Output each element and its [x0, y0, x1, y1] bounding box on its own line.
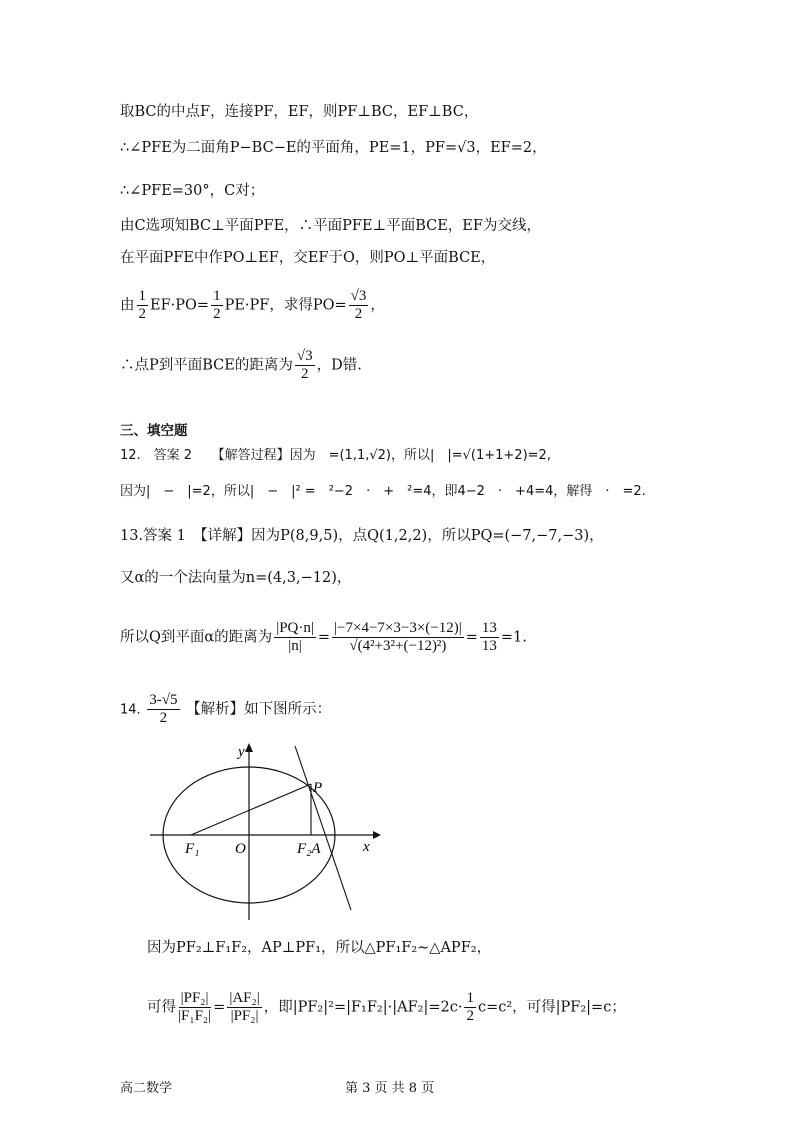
label-f1: F₁ — [185, 841, 200, 857]
text-line-6: 由 $\frac{1}{2}$ EF·PO= $\frac{1}{2}$ PE·PF，求得PO= $\frac{√3}{2}$ ， — [120, 288, 385, 322]
text-line-3: ∴∠PFE=30°，C对； — [120, 183, 265, 199]
x-axis-arrow — [373, 831, 381, 839]
label-p: P — [313, 780, 323, 796]
text-line-2: ∴∠PFE为二面角P−BC−E的平面角，PE=1，PF=√3，EF=2， — [120, 140, 547, 156]
label-y: y — [238, 744, 245, 760]
ellipse-figure — [145, 738, 405, 928]
answer-13: 13.答案 1 【详解】因为P(8,9,5)，点Q(1,2,2)，所以PQ=(−7,−7,−3)， — [120, 528, 604, 544]
segment-f1-p — [191, 784, 311, 835]
section-heading: 三、填空题 — [120, 423, 188, 439]
answer-14: 14. $\frac{3-√5}{2}$ 【解析】如下图所示： — [120, 692, 332, 726]
text-line-5: 在平面PFE中作PO⊥EF，交EF于O，则PO⊥平面BCE， — [120, 250, 496, 266]
answer-13-cont: 又α的一个法向量为n=(4,3,−12)， — [120, 570, 352, 586]
answer-14-ratio: 可得 $\frac{\text{|PF₂|}}{\text{|F₁F₂|}}$ = $\frac{\text{|AF₂|}}{\text{|PF₂|}}$ ，即|PF₂|²=|F₁F₂|·|AF₂|=2c· $\frac{1}{2}$ c=c²，可得|PF₂|=c； — [147, 990, 626, 1024]
label-f2a: F₂A — [297, 841, 321, 857]
footer-subject: 高二数学 — [120, 1081, 173, 1096]
text-line-4: 由C选项知BC⊥平面PFE，∴平面PFE⊥平面BCE，EF为交线， — [120, 218, 541, 234]
answer-12: 12. 答案 2 【解答过程】因为 =(1,1,√2)，所以| |=√(1+1+2)=2, — [120, 448, 551, 463]
answer-14-similar: 因为PF₂⊥F₁F₂，AP⊥PF₁，所以△PF₁F₂∼△APF₂， — [147, 940, 492, 956]
text-line-7: ∴点P到平面BCE的距离为 $\frac{√3}{2}$ ，D错. — [120, 348, 362, 382]
label-o: O — [235, 841, 246, 857]
y-axis-arrow — [245, 743, 253, 752]
tangent-line — [295, 746, 351, 910]
label-x: x — [363, 839, 370, 855]
answer-12-cont: 因为| − |=2，所以| − |² = ²−2 · + ²=4，即4−2 · +4=4，解得 · =2. — [120, 484, 646, 499]
text-line-1: 取BC的中点F，连接PF，EF，则PF⊥BC，EF⊥BC， — [120, 104, 479, 120]
footer-page-number: 第 3 页 共 8 页 — [345, 1081, 435, 1096]
answer-13-distance: 所以Q到平面α的距离为 $\frac{|PQ\cdot n|}{|n|}$ = $\frac{|-7\times 4-7\times 3-3\times(-12)|}{\text{√(4²+3²+(−12)²)}}$ = $\frac{13}{13}$ =1. — [120, 620, 527, 654]
